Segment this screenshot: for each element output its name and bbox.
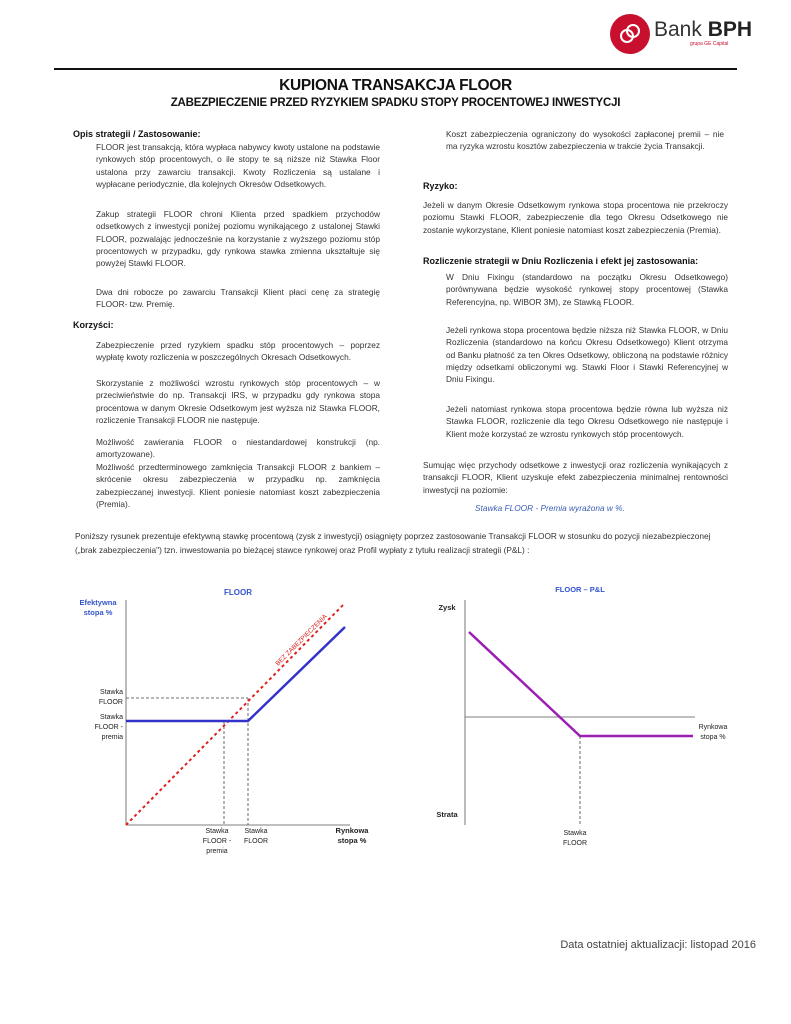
risk-heading: Ryzyko:: [423, 181, 458, 191]
no-hedge-label: BEZ ZABEZPIECZENIA: [274, 613, 329, 668]
strategy-paragraph-3: Dwa dni robocze po zawarciu Transakcji Klient płaci cenę za strategię FLOOR- tzw. Premię.: [96, 287, 380, 310]
x-axis-label: Rynkowa: [335, 826, 369, 835]
benefit-item-4: Możliwość przedterminowego zamknięcia Transakcji FLOOR z bankiem – skrócenie okresu zabezpieczenia w przypadku np. zamknięcia zabezpieczanej inwestycji. Klient poniesie natomiast koszt zabezpieczenia (Premia).: [96, 462, 380, 509]
x-tick-floor: Stawka: [244, 828, 268, 835]
y-label-profit: Zysk: [438, 603, 456, 612]
y-label-loss: Strata: [436, 810, 458, 819]
y-tick-floor: FLOOR: [98, 699, 123, 706]
settlement-paragraph-3: Jeżeli natomiast rynkowa stopa procentowa będzie równa lub wyższa niż Stawka FLOOR, rozliczenie dla tego Okresu Odsetkowego nie następuje i Klient może korzystać ze wzrostu rynkowych stóp procentowych.: [446, 404, 728, 439]
floor-pl-chart: [420, 580, 740, 850]
pl-line: [469, 632, 693, 736]
x-axis-label: Rynkowa: [698, 724, 728, 731]
y-tick-premium: FLOOR -: [94, 724, 123, 731]
x-tick-premium: premia: [206, 848, 228, 855]
x-axis-label: stopa %: [337, 836, 367, 845]
bank-logo-text: Bank BPH: [654, 18, 753, 41]
settlement-paragraph-1: W Dniu Fixingu (standardowo na początku Okresu Odsetkowego) porównywana będzie wysokość rynkowej stopy procentowej (Stawka Referencyjna, np. WIBOR 3M), ze Stawką FLOOR.: [446, 272, 728, 307]
page-title: KUPIONA TRANSAKCJA FLOOR: [279, 77, 512, 94]
page-subtitle: ZABEZPIECZENIE PRZED RYZYKIEM SPADKU STOPY PROCENTOWEJ INWESTYCJI: [170, 97, 621, 109]
strategy-heading: Opis strategii / Zastosowanie:: [73, 129, 201, 139]
summary-paragraph: Sumując więc przychody odsetkowe z inwestycji oraz rozliczenia wynikających z transakcji FLOOR, Klient uzyskuje efekt zabezpieczenia minimalnej rentowności inwestycji na poziomie:: [423, 460, 728, 495]
benefit-item-2: Skorzystanie z możliwości wzrostu rynkowych stóp procentowych – w przeciwieństwie do np. Transakcji IRS, w przypadku gdy rynkowa stopa procentowa w danym Okresie Odsetkowym jest wyższa niż Stawka FLOOR, rozliczenie Transakcji FLOOR nie następuje.: [96, 378, 380, 425]
x-tick-floor: Stawka: [563, 830, 587, 837]
header-divider: [54, 68, 737, 70]
y-tick-premium: Stawka: [100, 714, 123, 721]
settlement-heading: Rozliczenie strategii w Dniu Rozliczenia i efekt jej zastosowania:: [423, 256, 699, 266]
x-axis-label: stopa %: [700, 734, 726, 741]
floor-line: [126, 627, 345, 721]
benefit-item-3: Możliwość zawierania FLOOR o niestandardowej konstrukcji (np. amortyzowane).: [96, 437, 380, 460]
chart-title: FLOOR: [224, 588, 252, 597]
y-axis-label: Efektywna: [79, 598, 117, 607]
formula-text: Stawka FLOOR - Premia wyrażona w %.: [475, 503, 625, 513]
bank-logo-subtitle: grupa GE Capital: [690, 41, 729, 47]
strategy-paragraph-2: Zakup strategii FLOOR chroni Klienta przed spadkiem przychodów odsetkowych z inwestycji poniżej poziomu wynikającego z ustalonej Stawki FLOOR, pozwalając jednocześnie na korzystanie z wyższego poziomu stóp procentowych w przypadku, gdy rynkowa stawka zmienna ukształtuje się powyżej Stawki FLOOR.: [96, 209, 380, 269]
x-tick-floor: FLOOR: [562, 840, 588, 847]
benefits-heading: Korzyści:: [73, 320, 114, 330]
settlement-paragraph-2: Jeżeli rynkowa stopa procentowa będzie niższa niż Stawka FLOOR, w Dniu Rozliczenia (standardowo na końcu Okresu Odsetkowego) Klient otrzyma od Banku płatność za ten Okres Odsetkowy, obliczoną na podstawie różnicy między odsetkami obliczonymi wg. Stawki Floor i Stawki Referencyjnej w Dniu Fixingu.: [446, 325, 728, 385]
no-hedge-line: [126, 603, 345, 825]
figure-caption: Poniższy rysunek prezentuje efektywną stawkę procentową (zysk z inwestycji) osiągnięty poprzez zastosowanie Transakcji FLOOR w stosunku do pozycji niezabezpieczonej („brak zabezpieczenia") tzn. inwestowania po bieżącej stawce rynkowej oraz Profil wypłaty z tytułu realizacji strategii (P&L) :: [75, 531, 711, 555]
y-axis-label: stopa %: [83, 608, 113, 617]
x-tick-premium: FLOOR -: [202, 838, 232, 845]
last-updated: Data ostatniej aktualizacji: listopad 2016: [560, 939, 756, 951]
chart-title: FLOOR – P&L: [555, 585, 605, 594]
bank-logo-icon: [610, 14, 650, 54]
y-tick-floor: Stawka: [100, 689, 123, 696]
floor-chart: [60, 580, 390, 860]
x-tick-premium: Stawka: [205, 828, 229, 835]
x-tick-floor: FLOOR: [243, 838, 269, 845]
cost-paragraph: Koszt zabezpieczenia ograniczony do wysokości zapłaconej premii – nie ma ryzyka wzrostu kosztów zabezpieczenia w trakcie życia Transakcji.: [446, 129, 724, 152]
y-tick-premium: premia: [101, 734, 123, 741]
strategy-paragraph-1: FLOOR jest transakcją, która wypłaca nabywcy kwoty ustalone na podstawie rynkowych stóp procentowych, o ile stopy te są niższe niż Stawka Floor ustalona przy zawarciu transakcji. Kwoty Rozliczenia są ustalane i wypłacane periodycznie, dla kolejnych Okresów Odsetkowych.: [96, 142, 380, 189]
benefit-item-1: Zabezpieczenie przed ryzykiem spadku stóp procentowych – poprzez wypłatę kwoty rozliczenia w poszczególnych Okresach Odsetkowych.: [96, 340, 380, 363]
risk-paragraph: Jeżeli w danym Okresie Odsetkowym rynkowa stopa procentowa nie przekroczy poziomu Stawki FLOOR, zabezpieczenie dla tego Okresu Odsetkowego nie zostanie wykorzystane, Klient poniesie natomiast koszt zabezpieczenia (Premia).: [423, 200, 728, 235]
